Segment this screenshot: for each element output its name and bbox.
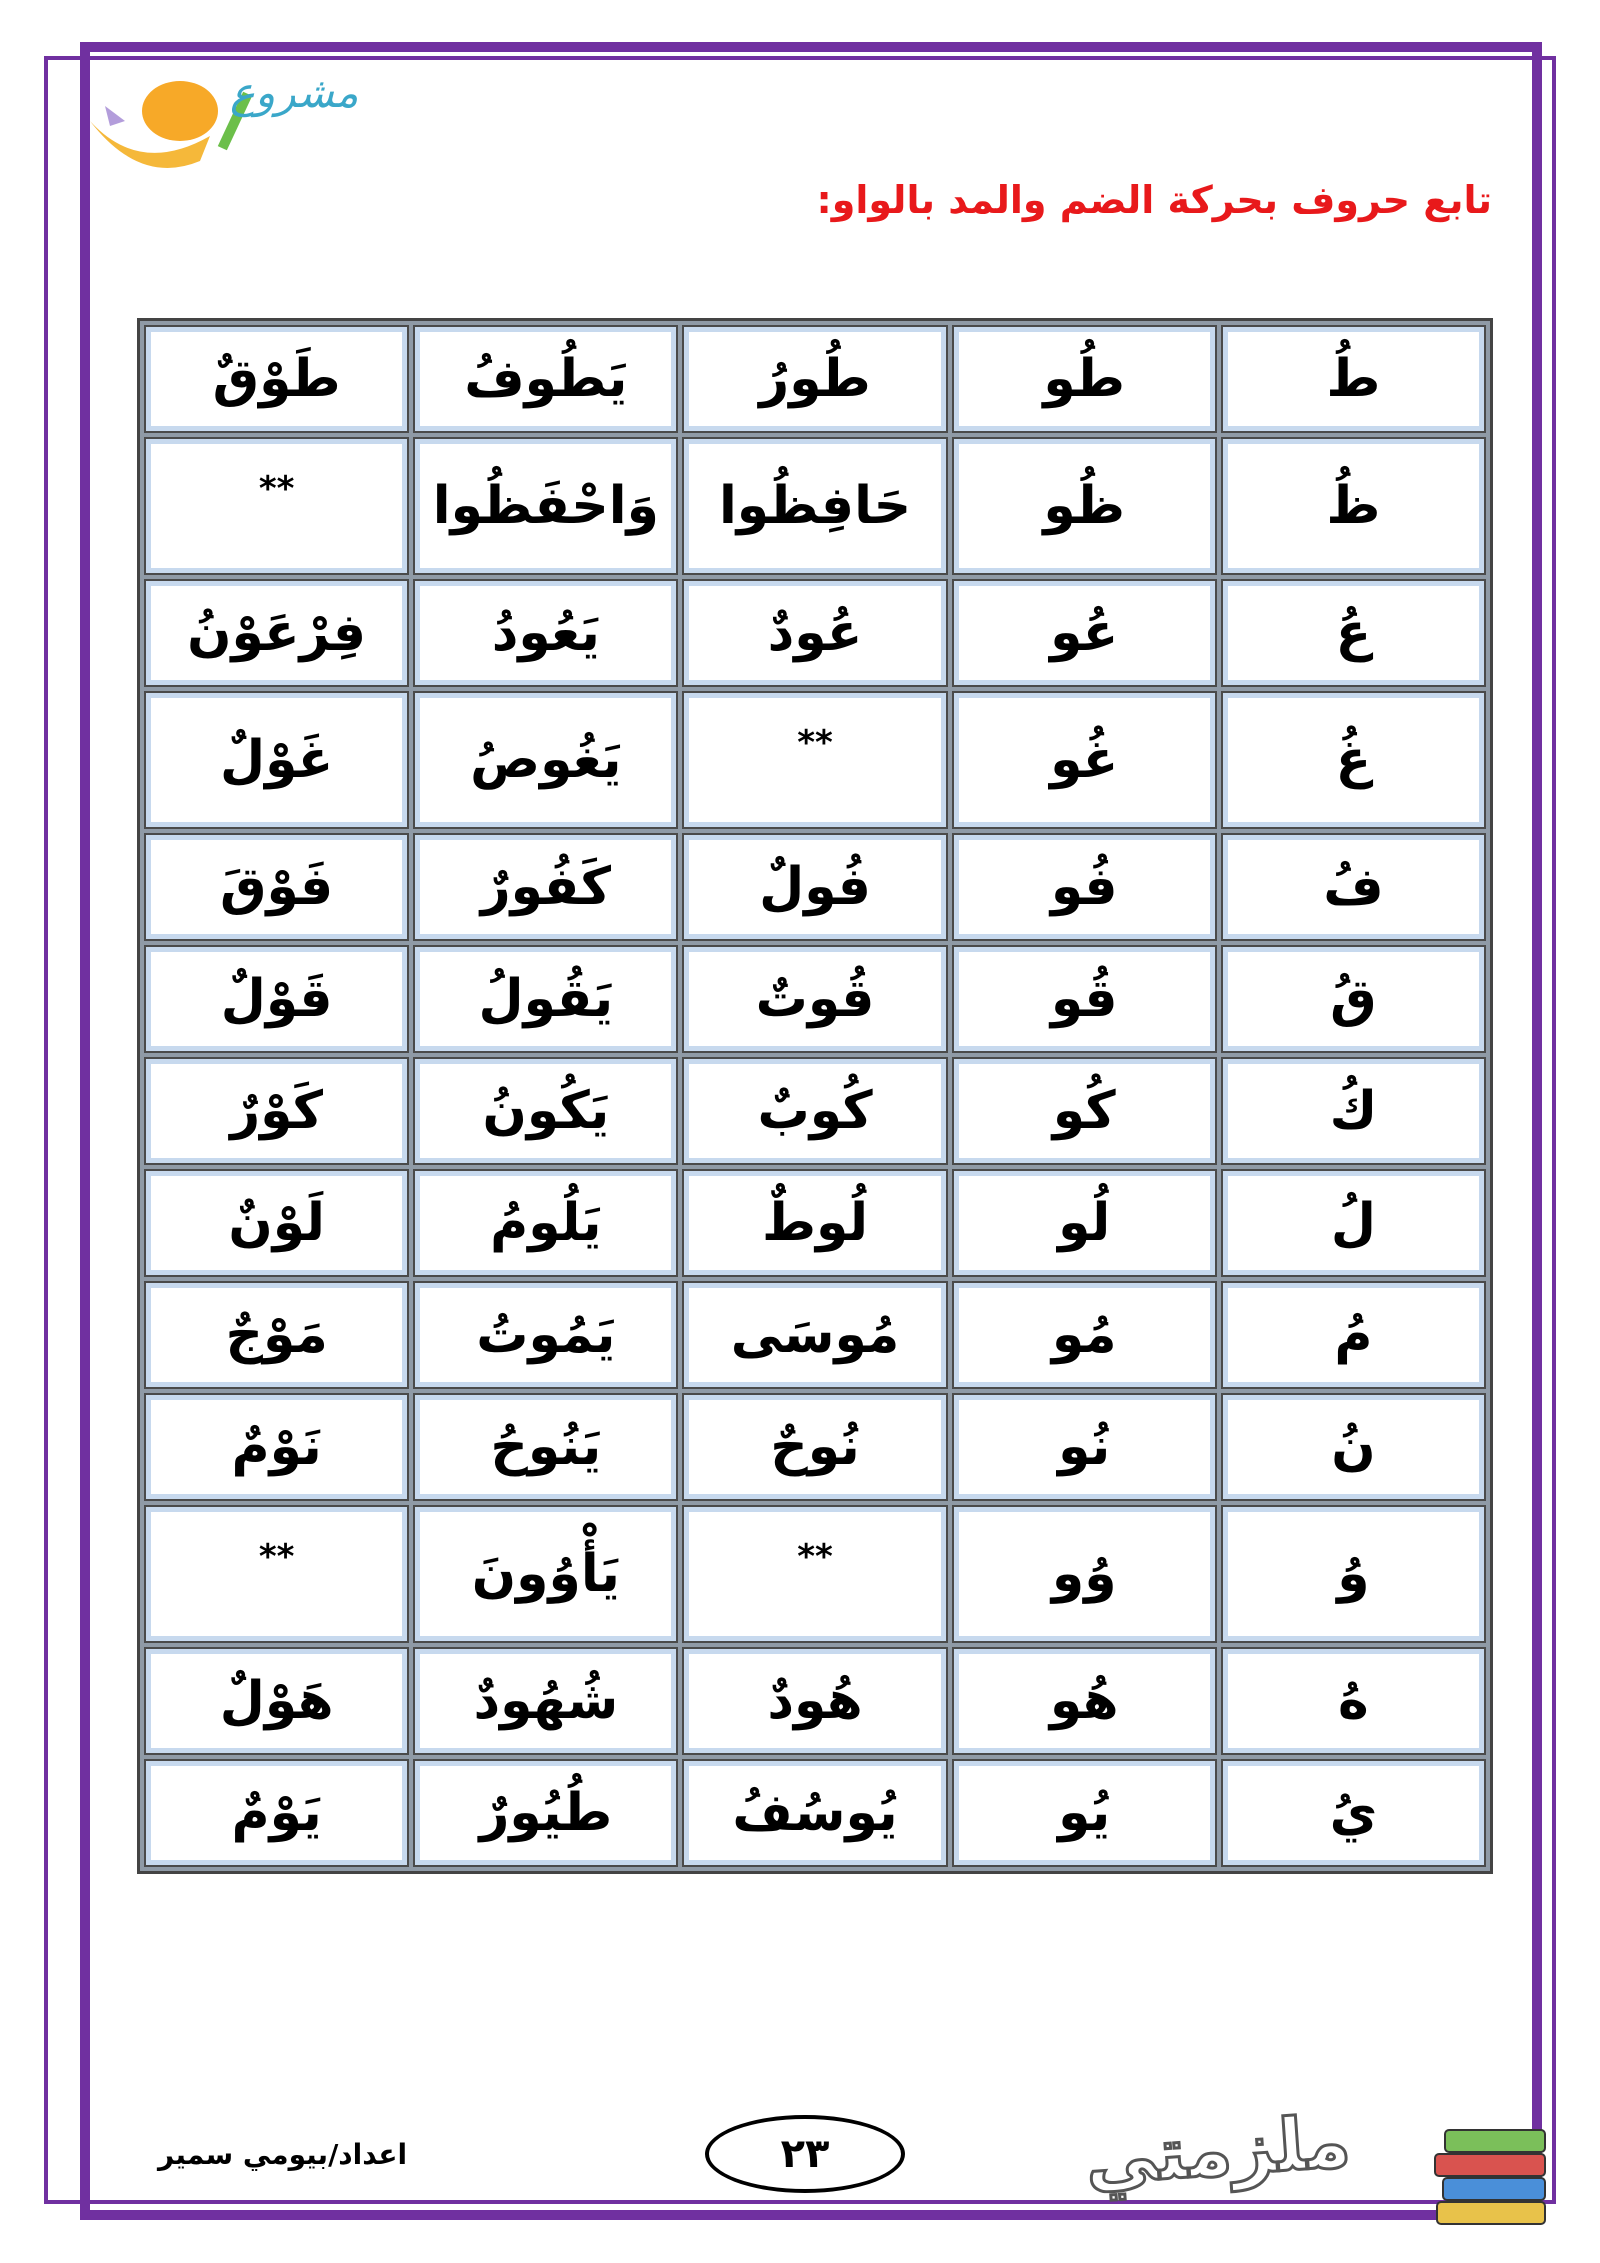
table-cell: كُوبٌ xyxy=(682,1057,947,1165)
table-cell: ظُ xyxy=(1221,437,1486,575)
table-cell: يَطُوفُ xyxy=(413,325,678,433)
table-cell: غُ xyxy=(1221,691,1486,829)
table-cell: يَكُونُ xyxy=(413,1057,678,1165)
table-cell: يَلُومُ xyxy=(413,1169,678,1277)
table-cell: فُو xyxy=(952,833,1217,941)
table-cell: مُ xyxy=(1221,1281,1486,1389)
table-cell: مَوْجٌ xyxy=(144,1281,409,1389)
table-row xyxy=(144,833,1486,941)
table-cell: لُوطٌ xyxy=(682,1169,947,1277)
table-cell: طُورُ xyxy=(682,325,947,433)
table-cell: طُ xyxy=(1221,325,1486,433)
table-cell: وَاحْفَظُوا xyxy=(413,437,678,575)
table-row xyxy=(144,691,1486,829)
table-cell: يُوسُفُ xyxy=(682,1759,947,1867)
table-cell: حَافِظُوا xyxy=(682,437,947,575)
table-cell: يَنُوحُ xyxy=(413,1393,678,1501)
table-row xyxy=(144,1281,1486,1389)
table-cell: لُو xyxy=(952,1169,1217,1277)
table-cell: كَوْرٌ xyxy=(144,1057,409,1165)
table-cell: هُو xyxy=(952,1647,1217,1755)
table-cell: طَوْقٌ xyxy=(144,325,409,433)
table-cell: ** xyxy=(682,1505,947,1643)
table-cell: يُ xyxy=(1221,1759,1486,1867)
table-cell: عُودٌ xyxy=(682,579,947,687)
table-cell: فَوْقَ xyxy=(144,833,409,941)
table-row xyxy=(144,1393,1486,1501)
table-cell: نَوْمٌ xyxy=(144,1393,409,1501)
table-row xyxy=(144,1647,1486,1755)
table-cell: يَمُوتُ xyxy=(413,1281,678,1389)
table-cell: قُو xyxy=(952,945,1217,1053)
table-cell: يَوْمٌ xyxy=(144,1759,409,1867)
table-cell: قُوتٌ xyxy=(682,945,947,1053)
table-cell: طُيُورٌ xyxy=(413,1759,678,1867)
table-cell: طُو xyxy=(952,325,1217,433)
table-cell: هُودٌ xyxy=(682,1647,947,1755)
table-cell: فُ xyxy=(1221,833,1486,941)
table-row xyxy=(144,437,1486,575)
table-row xyxy=(144,1505,1486,1643)
table-cell: وُو xyxy=(952,1505,1217,1643)
table-cell: عُو xyxy=(952,579,1217,687)
table-cell: كَفُورٌ xyxy=(413,833,678,941)
table-cell: لُ xyxy=(1221,1169,1486,1277)
table-cell: ** xyxy=(682,691,947,829)
table-cell: هُ xyxy=(1221,1647,1486,1755)
table-cell: غَوْلٌ xyxy=(144,691,409,829)
table-cell: ** xyxy=(144,437,409,575)
table-cell: يَقُولُ xyxy=(413,945,678,1053)
table-row xyxy=(144,1057,1486,1165)
table-cell: يُو xyxy=(952,1759,1217,1867)
author-credit: اعداد/بيومي سمير xyxy=(158,2138,408,2171)
table-cell: غُو xyxy=(952,691,1217,829)
table-row xyxy=(144,325,1486,433)
table-cell: نُ xyxy=(1221,1393,1486,1501)
table-row xyxy=(144,1169,1486,1277)
table-row xyxy=(144,1759,1486,1867)
table-cell: قَوْلٌ xyxy=(144,945,409,1053)
table-cell: نُو xyxy=(952,1393,1217,1501)
table-cell: وُ xyxy=(1221,1505,1486,1643)
logo-text: مشروع xyxy=(230,68,359,117)
table-cell: مُوسَى xyxy=(682,1281,947,1389)
page-heading: تابع حروف بحركة الضم والمد بالواو: xyxy=(816,178,1492,222)
table-cell: ظُو xyxy=(952,437,1217,575)
table-cell: كُو xyxy=(952,1057,1217,1165)
table-row xyxy=(144,945,1486,1053)
table-cell: مُو xyxy=(952,1281,1217,1389)
table-cell: نُوحٌ xyxy=(682,1393,947,1501)
table-cell: فُولٌ xyxy=(682,833,947,941)
table-cell: قُ xyxy=(1221,945,1486,1053)
page-number: ٢٣ xyxy=(705,2115,905,2193)
table-cell: يَغُوصُ xyxy=(413,691,678,829)
table-cell: كُ xyxy=(1221,1057,1486,1165)
table-cell: يَأْوُونَ xyxy=(413,1505,678,1643)
table-cell: فِرْعَوْنُ xyxy=(144,579,409,687)
table-cell: ** xyxy=(144,1505,409,1643)
brand-logo-text: ملزمتي xyxy=(1082,2098,1354,2202)
table-cell: هَوْلٌ xyxy=(144,1647,409,1755)
table-cell: عُ xyxy=(1221,579,1486,687)
table-cell: يَعُودُ xyxy=(413,579,678,687)
letters-table xyxy=(137,318,1493,1874)
table-row xyxy=(144,579,1486,687)
table-cell: لَوْنٌ xyxy=(144,1169,409,1277)
table-cell: شُهُودٌ xyxy=(413,1647,678,1755)
